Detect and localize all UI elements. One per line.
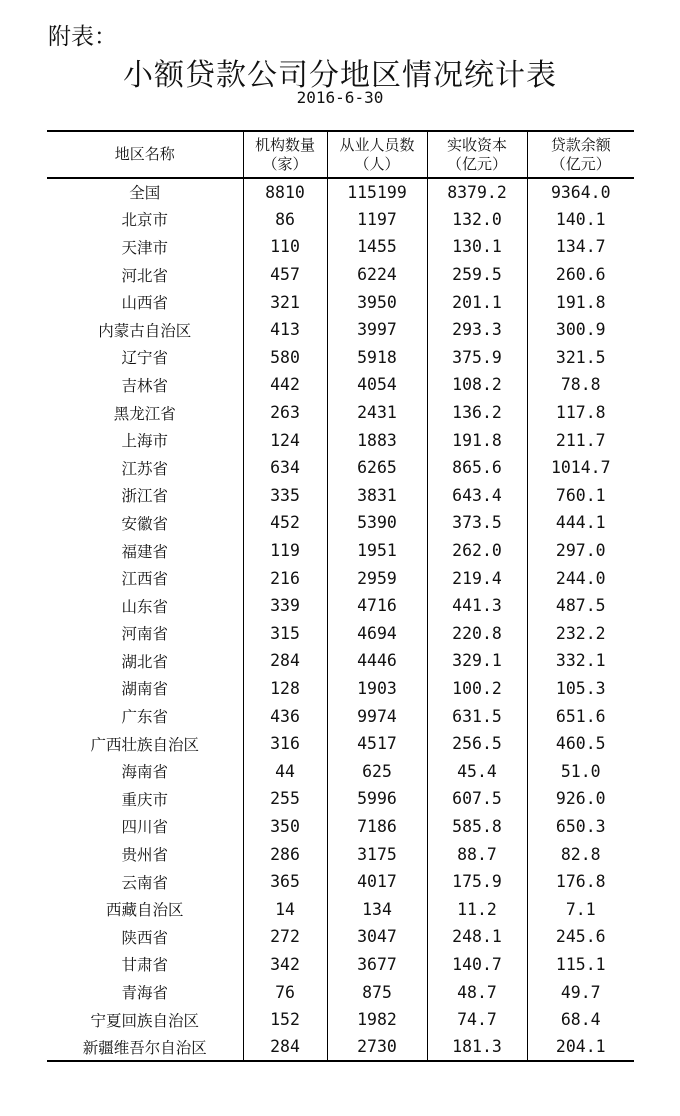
institution-count-cell: 452 xyxy=(243,509,327,537)
paid-in-capital-cell: 585.8 xyxy=(427,813,527,841)
region-name-cell: 海南省 xyxy=(121,763,168,782)
employee-count-cell: 4054 xyxy=(327,371,427,399)
header-unit: （人） xyxy=(354,154,400,173)
header-unit: （亿元） xyxy=(446,154,507,173)
region-name-cell: 江苏省 xyxy=(121,459,168,478)
paid-in-capital-cell: 262.0 xyxy=(427,537,527,565)
institution-count-cell: 634 xyxy=(243,454,327,482)
paid-in-capital-cell: 45.4 xyxy=(427,757,527,785)
employee-count-cell: 625 xyxy=(327,757,427,785)
table-row xyxy=(47,344,634,372)
region-name-cell: 黑龙江省 xyxy=(113,404,176,423)
loan-balance-cell: 332.1 xyxy=(527,647,634,675)
institution-count-cell: 284 xyxy=(243,1033,327,1061)
loan-balance-cell: 49.7 xyxy=(527,978,634,1006)
table-row xyxy=(47,1006,634,1034)
paid-in-capital-cell: 631.5 xyxy=(427,702,527,730)
header-unit: （亿元） xyxy=(550,154,611,173)
table-row xyxy=(47,923,634,951)
region-name-cell: 四川省 xyxy=(121,818,168,837)
institution-count-cell: 350 xyxy=(243,813,327,841)
paid-in-capital-cell: 643.4 xyxy=(427,482,527,510)
paid-in-capital-cell: 108.2 xyxy=(427,371,527,399)
table-row xyxy=(47,371,634,399)
region-name-cell: 全国 xyxy=(129,184,161,203)
header-row xyxy=(47,131,634,178)
employee-count-cell: 1455 xyxy=(327,233,427,261)
institution-count-cell: 436 xyxy=(243,702,327,730)
employee-count-cell: 5918 xyxy=(327,344,427,372)
paid-in-capital-cell: 48.7 xyxy=(427,978,527,1006)
paid-in-capital-cell: 136.2 xyxy=(427,399,527,427)
table-row xyxy=(47,702,634,730)
table-row xyxy=(47,868,634,896)
paid-in-capital-cell: 293.3 xyxy=(427,316,527,344)
employee-count-cell: 9974 xyxy=(327,702,427,730)
region-name-cell: 贵州省 xyxy=(121,846,168,865)
region-name-cell: 西藏自治区 xyxy=(105,901,184,920)
table-row xyxy=(47,675,634,703)
loan-balance-cell: 297.0 xyxy=(527,537,634,565)
table-row xyxy=(47,316,634,344)
header-loan-balance xyxy=(527,131,634,178)
loan-balance-cell: 78.8 xyxy=(527,371,634,399)
employee-count-cell: 2959 xyxy=(327,564,427,592)
paid-in-capital-cell: 74.7 xyxy=(427,1006,527,1034)
institution-count-cell: 152 xyxy=(243,1006,327,1034)
table-row xyxy=(47,978,634,1006)
table-row xyxy=(47,620,634,648)
employee-count-cell: 1951 xyxy=(327,537,427,565)
table-row xyxy=(47,206,634,234)
table-row xyxy=(47,537,634,565)
table-row xyxy=(47,233,634,261)
region-name-cell: 内蒙古自治区 xyxy=(98,321,192,340)
region-name-cell: 河北省 xyxy=(121,266,168,285)
region-name-cell: 山西省 xyxy=(121,294,168,313)
loan-balance-cell: 760.1 xyxy=(527,482,634,510)
employee-count-cell: 2431 xyxy=(327,399,427,427)
institution-count-cell: 457 xyxy=(243,261,327,289)
loan-balance-cell: 134.7 xyxy=(527,233,634,261)
employee-count-cell: 3997 xyxy=(327,316,427,344)
paid-in-capital-cell: 256.5 xyxy=(427,730,527,758)
paid-in-capital-cell: 11.2 xyxy=(427,895,527,923)
employee-count-cell: 1903 xyxy=(327,675,427,703)
header-region xyxy=(47,131,243,178)
institution-count-cell: 128 xyxy=(243,675,327,703)
loan-balance-cell: 650.3 xyxy=(527,813,634,841)
loan-balance-cell: 211.7 xyxy=(527,426,634,454)
loan-balance-cell: 115.1 xyxy=(527,951,634,979)
header-line-1: 地区名称 xyxy=(114,145,175,163)
loan-balance-cell: 260.6 xyxy=(527,261,634,289)
employee-count-cell: 1197 xyxy=(327,206,427,234)
institution-count-cell: 342 xyxy=(243,951,327,979)
header-line-1: 实收资本 xyxy=(446,135,507,154)
table-row xyxy=(47,840,634,868)
paid-in-capital-cell: 175.9 xyxy=(427,868,527,896)
employee-count-cell: 4446 xyxy=(327,647,427,675)
table-row xyxy=(47,647,634,675)
institution-count-cell: 44 xyxy=(243,757,327,785)
institution-count-cell: 119 xyxy=(243,537,327,565)
loan-balance-cell: 191.8 xyxy=(527,288,634,316)
paid-in-capital-cell: 130.1 xyxy=(427,233,527,261)
loan-balance-cell: 1014.7 xyxy=(527,454,634,482)
table-row xyxy=(47,288,634,316)
employee-count-cell: 875 xyxy=(327,978,427,1006)
region-name-cell: 江西省 xyxy=(121,570,168,589)
loan-balance-cell: 82.8 xyxy=(527,840,634,868)
region-name-cell: 新疆维吾尔自治区 xyxy=(47,1033,243,1061)
employee-count-cell: 4017 xyxy=(327,868,427,896)
table-row xyxy=(47,509,634,537)
region-name-cell: 安徽省 xyxy=(121,514,168,533)
paid-in-capital-cell: 441.3 xyxy=(427,592,527,620)
institution-count-cell: 255 xyxy=(243,785,327,813)
loan-balance-cell: 140.1 xyxy=(527,206,634,234)
employee-count-cell: 5996 xyxy=(327,785,427,813)
employee-count-cell: 2730 xyxy=(327,1033,427,1061)
region-name-cell: 广西壮族自治区 xyxy=(90,735,199,754)
region-name-cell: 河南省 xyxy=(121,625,168,644)
region-name-cell: 山东省 xyxy=(121,597,168,616)
employee-count-cell: 134 xyxy=(327,895,427,923)
institution-count-cell: 76 xyxy=(243,978,327,1006)
loan-balance-cell: 487.5 xyxy=(527,592,634,620)
table-row xyxy=(47,564,634,592)
region-name-cell: 浙江省 xyxy=(121,487,168,506)
header-unit: （家） xyxy=(262,154,308,173)
appendix-label: 附表： xyxy=(48,24,117,50)
header-line-1: 机构数量 xyxy=(254,135,315,154)
institution-count-cell: 580 xyxy=(243,344,327,372)
table-row xyxy=(47,1033,634,1061)
institution-count-cell: 413 xyxy=(243,316,327,344)
header-line-1: 从业人员数 xyxy=(339,135,415,154)
table-row xyxy=(47,895,634,923)
table-row xyxy=(47,399,634,427)
institution-count-cell: 365 xyxy=(243,868,327,896)
region-name-cell: 云南省 xyxy=(121,873,168,892)
paid-in-capital-cell: 259.5 xyxy=(427,261,527,289)
loan-balance-cell: 245.6 xyxy=(527,923,634,951)
region-name-cell: 天津市 xyxy=(121,238,168,257)
paid-in-capital-cell: 607.5 xyxy=(427,785,527,813)
institution-count-cell: 316 xyxy=(243,730,327,758)
header-employees xyxy=(327,131,427,178)
institution-count-cell: 110 xyxy=(243,233,327,261)
paid-in-capital-cell: 220.8 xyxy=(427,620,527,648)
loan-balance-cell: 68.4 xyxy=(527,1006,634,1034)
institution-count-cell: 286 xyxy=(243,840,327,868)
region-name-cell: 上海市 xyxy=(121,432,168,451)
institution-count-cell: 321 xyxy=(243,288,327,316)
table-header xyxy=(47,131,634,178)
paid-in-capital-cell: 140.7 xyxy=(427,951,527,979)
header-line-1: 贷款余额 xyxy=(550,135,611,154)
institution-count-cell: 284 xyxy=(243,647,327,675)
employee-count-cell: 1883 xyxy=(327,426,427,454)
region-name-cell: 湖南省 xyxy=(121,680,168,699)
paid-in-capital-cell: 88.7 xyxy=(427,840,527,868)
employee-count-cell: 4694 xyxy=(327,620,427,648)
table-row xyxy=(47,178,634,206)
employee-count-cell: 3175 xyxy=(327,840,427,868)
employee-count-cell: 3950 xyxy=(327,288,427,316)
employee-count-cell: 115199 xyxy=(327,178,427,206)
table-row xyxy=(47,813,634,841)
loan-balance-cell: 176.8 xyxy=(527,868,634,896)
loan-balance-cell: 232.2 xyxy=(527,620,634,648)
header-institutions xyxy=(243,131,327,178)
institution-count-cell: 442 xyxy=(243,371,327,399)
table-row xyxy=(47,454,634,482)
paid-in-capital-cell: 201.1 xyxy=(427,288,527,316)
paid-in-capital-cell: 181.3 xyxy=(427,1033,527,1061)
region-name-cell: 湖北省 xyxy=(121,652,168,671)
table-row xyxy=(47,730,634,758)
region-name-cell: 青海省 xyxy=(121,984,168,1003)
employee-count-cell: 7186 xyxy=(327,813,427,841)
header-paid-in-capital xyxy=(427,131,527,178)
table-row xyxy=(47,426,634,454)
region-name-cell: 吉林省 xyxy=(121,376,168,395)
region-name-cell: 北京市 xyxy=(121,211,168,230)
report-date: 2016-6-30 xyxy=(296,88,384,107)
region-name-cell: 福建省 xyxy=(121,542,168,561)
employee-count-cell: 4517 xyxy=(327,730,427,758)
loan-balance-cell: 7.1 xyxy=(527,895,634,923)
loan-balance-cell: 117.8 xyxy=(527,399,634,427)
employee-count-cell: 1982 xyxy=(327,1006,427,1034)
paid-in-capital-cell: 865.6 xyxy=(427,454,527,482)
loan-balance-cell: 444.1 xyxy=(527,509,634,537)
statistics-table xyxy=(47,130,634,1062)
page-title: 小额贷款公司分地区情况统计表 xyxy=(123,58,557,93)
region-name-cell: 甘肃省 xyxy=(121,956,168,975)
loan-balance-cell: 105.3 xyxy=(527,675,634,703)
region-name-cell: 陕西省 xyxy=(121,928,168,947)
employee-count-cell: 3831 xyxy=(327,482,427,510)
institution-count-cell: 263 xyxy=(243,399,327,427)
loan-balance-cell: 9364.0 xyxy=(527,178,634,206)
institution-count-cell: 14 xyxy=(243,895,327,923)
paid-in-capital-cell: 375.9 xyxy=(427,344,527,372)
institution-count-cell: 124 xyxy=(243,426,327,454)
table-body xyxy=(47,178,634,1061)
paid-in-capital-cell: 248.1 xyxy=(427,923,527,951)
region-name-cell: 广东省 xyxy=(121,708,168,727)
table-row xyxy=(47,785,634,813)
region-name-cell: 重庆市 xyxy=(121,790,168,809)
institution-count-cell: 315 xyxy=(243,620,327,648)
table-row xyxy=(47,261,634,289)
loan-balance-cell: 51.0 xyxy=(527,757,634,785)
loan-balance-cell: 244.0 xyxy=(527,564,634,592)
employee-count-cell: 3677 xyxy=(327,951,427,979)
loan-balance-cell: 321.5 xyxy=(527,344,634,372)
paid-in-capital-cell: 191.8 xyxy=(427,426,527,454)
institution-count-cell: 216 xyxy=(243,564,327,592)
paid-in-capital-cell: 132.0 xyxy=(427,206,527,234)
paid-in-capital-cell: 329.1 xyxy=(427,647,527,675)
region-name-cell: 宁夏回族自治区 xyxy=(90,1011,199,1030)
table-row xyxy=(47,757,634,785)
paid-in-capital-cell: 8379.2 xyxy=(427,178,527,206)
institution-count-cell: 339 xyxy=(243,592,327,620)
paid-in-capital-cell: 219.4 xyxy=(427,564,527,592)
institution-count-cell: 335 xyxy=(243,482,327,510)
loan-balance-cell: 926.0 xyxy=(527,785,634,813)
employee-count-cell: 4716 xyxy=(327,592,427,620)
loan-balance-cell: 300.9 xyxy=(527,316,634,344)
employee-count-cell: 5390 xyxy=(327,509,427,537)
region-name-cell: 辽宁省 xyxy=(121,349,168,368)
paid-in-capital-cell: 100.2 xyxy=(427,675,527,703)
employee-count-cell: 6265 xyxy=(327,454,427,482)
paid-in-capital-cell: 373.5 xyxy=(427,509,527,537)
institution-count-cell: 272 xyxy=(243,923,327,951)
table-row xyxy=(47,951,634,979)
employee-count-cell: 6224 xyxy=(327,261,427,289)
loan-balance-cell: 204.1 xyxy=(527,1033,634,1061)
institution-count-cell: 8810 xyxy=(243,178,327,206)
loan-balance-cell: 460.5 xyxy=(527,730,634,758)
loan-balance-cell: 651.6 xyxy=(527,702,634,730)
employee-count-cell: 3047 xyxy=(327,923,427,951)
table-row xyxy=(47,592,634,620)
table-row xyxy=(47,482,634,510)
institution-count-cell: 86 xyxy=(243,206,327,234)
